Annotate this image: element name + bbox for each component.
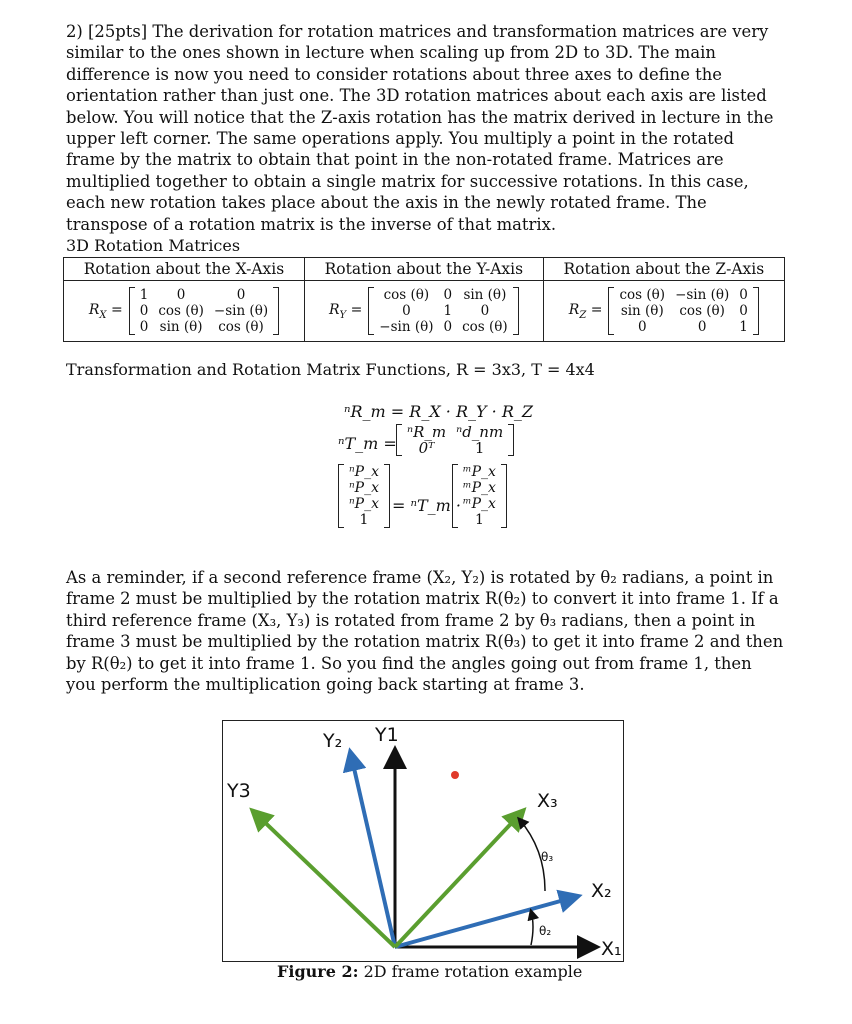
y2-axis	[351, 755, 395, 947]
frame-rotation-diagram	[223, 721, 623, 961]
rx-matrix: 1 0 0 0 cos (θ) −sin (θ) 0 sin (θ) cos (θ)	[129, 287, 279, 335]
reminder-paragraph: As a reminder, if a second reference frame (X₂, Y₂) is rotated by θ₂ radians, a point in frame 2 must be multiplied by the rotation matrix R(θ₂) to convert it into frame 1. If a third reference frame (X₃, Y₃) is rotated from frame 2 by θ₃ radians, then a point in frame 3 must be multiplied by the rotation matrix R(θ₃) to get it into frame 2 and then by R(θ₂) to get it into frame 1. So you find the angles going out from frame 1, then you perform the multiplication going back starting at frame 3.	[66, 568, 784, 695]
intro-paragraph: 2) [25pts] The derivation for rotation matrices and transformation matrices are very similar to the ones shown in lecture when scaling up from 2D to 3D. The main difference is now you need to consider rotations about three axes to define the orientation rather than just one. The 3D rotation matrices about each axis are listed below. You will notice that the Z-axis rotation has the matrix derived in lecture in the upper left corner. The same operations apply. You multiply a point in the rotated frame by the matrix to obtain that point in the non-rotated frame. Matrices are multiplied together to obtain a single matrix for successive rotations. In this case, each new rotation takes place about the axis in the newly rotated frame. The transpose of a rotation matrix is the inverse of that matrix.	[66, 22, 774, 234]
label-y2: Y₂	[323, 730, 343, 752]
rotation-matrices-heading: 3D Rotation Matrices	[66, 236, 241, 255]
z-axis-header: Rotation about the Z-Axis	[543, 258, 784, 281]
label-y1: Y1	[375, 724, 399, 746]
x-rotation-cell	[64, 281, 305, 342]
label-y3: Y3	[227, 780, 251, 802]
label-theta2: θ₂	[539, 924, 552, 938]
figure-caption: Figure 2: 2D frame rotation example	[277, 962, 583, 981]
point-marker	[451, 771, 459, 779]
label-x2: X₂	[591, 880, 612, 902]
equation-tm-matrix: ⁿR_m ⁿd_nm 0ᵀ 1	[396, 424, 514, 456]
label-x1: X₁	[601, 938, 622, 960]
x2-axis	[395, 897, 575, 947]
frame-rotation-figure	[222, 720, 624, 962]
equation-rm: ⁿR_m = R_X · R_Y · R_Z	[344, 402, 534, 421]
x-axis-header: Rotation about the X-Axis	[64, 258, 305, 281]
equation-point-right: ᵐP_x ᵐP_x ᵐP_x 1	[452, 464, 507, 528]
x3-axis	[395, 813, 521, 947]
equation-point-left: ⁿP_x ⁿP_x ⁿP_x 1	[338, 464, 390, 528]
rz-matrix: cos (θ) −sin (θ) 0 sin (θ) cos (θ) 0 0 0 1	[608, 287, 758, 335]
rotation-matrices-table	[63, 257, 785, 342]
label-theta3: θ₃	[541, 850, 554, 864]
ry-label: $R_Y$ =	[328, 301, 363, 321]
label-x3: X₃	[537, 790, 558, 812]
theta2-arc	[531, 911, 533, 945]
functions-heading: Transformation and Rotation Matrix Functions, R = 3x3, T = 4x4	[66, 360, 595, 379]
y-rotation-cell	[304, 281, 543, 342]
y-axis-header: Rotation about the Y-Axis	[304, 258, 543, 281]
z-rotation-cell	[543, 281, 784, 342]
ry-matrix: cos (θ) 0 sin (θ) 0 1 0 −sin (θ) 0 cos (θ)	[368, 287, 518, 335]
equation-point-mid: = ⁿT_m ·	[392, 496, 461, 515]
equation-tm-lhs: ⁿT_m =	[338, 434, 397, 453]
rz-label: $R_Z$ =	[568, 301, 603, 321]
y3-axis	[255, 813, 395, 947]
rx-label: $R_X$ =	[88, 301, 123, 321]
